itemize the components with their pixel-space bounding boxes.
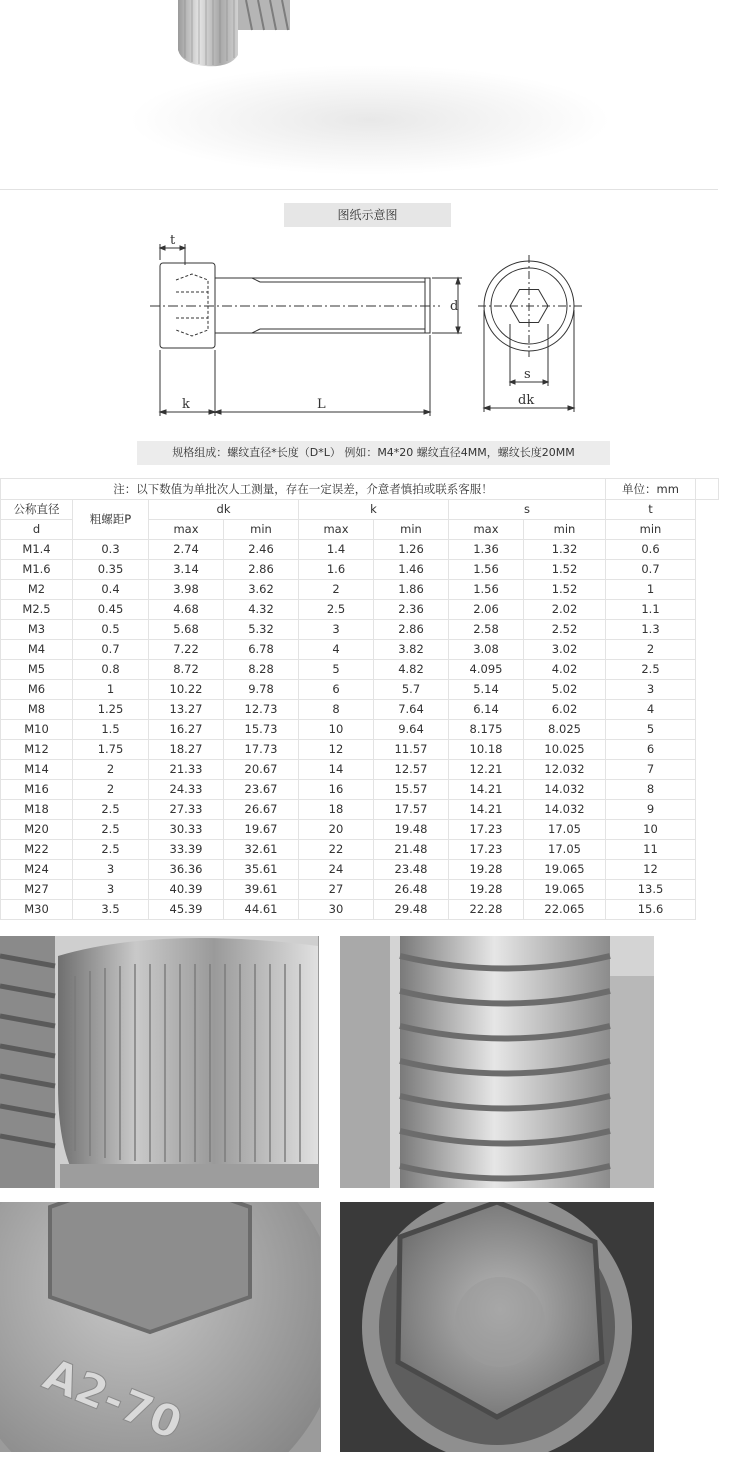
cell-k-min: 15.57 xyxy=(374,780,449,800)
cell-dk-min: 3.62 xyxy=(224,580,299,600)
table-row xyxy=(1,720,719,740)
cell-s-max: 1.56 xyxy=(449,580,524,600)
cell-s-max: 1.36 xyxy=(449,540,524,560)
cell-k-max: 2.5 xyxy=(299,600,374,620)
cell-k-min: 29.48 xyxy=(374,900,449,920)
cell-s-max: 2.58 xyxy=(449,620,524,640)
cell-k-max: 1.6 xyxy=(299,560,374,580)
header-pitch: 粗螺距P xyxy=(73,500,149,540)
cell-t-min: 7 xyxy=(606,760,696,780)
cell-k-max: 30 xyxy=(299,900,374,920)
cell-s-min: 3.02 xyxy=(524,640,606,660)
cell-pitch: 0.3 xyxy=(73,540,149,560)
table-row xyxy=(1,740,719,760)
cell-s-min: 17.05 xyxy=(524,820,606,840)
table-row xyxy=(1,640,719,660)
photo-knurled-head xyxy=(0,936,319,1188)
cell-s-min: 1.52 xyxy=(524,560,606,580)
cell-pitch: 1 xyxy=(73,680,149,700)
cell-dk-max: 40.39 xyxy=(149,880,224,900)
cell-nominal-d: M22 xyxy=(1,840,73,860)
cell-dk-max: 30.33 xyxy=(149,820,224,840)
cell-t-min: 10 xyxy=(606,820,696,840)
table-row xyxy=(1,680,719,700)
cell-nominal-d: M4 xyxy=(1,640,73,660)
cell-t-min: 2.5 xyxy=(606,660,696,680)
table-row xyxy=(1,760,719,780)
cell-dk-min: 12.73 xyxy=(224,700,299,720)
cell-s-min: 8.025 xyxy=(524,720,606,740)
header-k-max: max xyxy=(299,520,374,540)
cell-s-max: 14.21 xyxy=(449,780,524,800)
cell-t-min: 3 xyxy=(606,680,696,700)
header-k-min: min xyxy=(374,520,449,540)
cell-k-max: 12 xyxy=(299,740,374,760)
cell-dk-max: 3.14 xyxy=(149,560,224,580)
cell-k-max: 2 xyxy=(299,580,374,600)
cell-s-min: 14.032 xyxy=(524,780,606,800)
cell-dk-min: 17.73 xyxy=(224,740,299,760)
cell-s-min: 1.32 xyxy=(524,540,606,560)
cell-k-min: 1.26 xyxy=(374,540,449,560)
cell-dk-max: 33.39 xyxy=(149,840,224,860)
cell-s-max: 1.56 xyxy=(449,560,524,580)
cell-k-max: 5 xyxy=(299,660,374,680)
header-dk: dk xyxy=(149,500,299,520)
cell-nominal-d: M2 xyxy=(1,580,73,600)
cell-dk-max: 4.68 xyxy=(149,600,224,620)
cell-nominal-d: M2.5 xyxy=(1,600,73,620)
cell-k-min: 5.7 xyxy=(374,680,449,700)
cell-k-min: 3.82 xyxy=(374,640,449,660)
unit-label: 单位：mm xyxy=(606,479,696,500)
cell-k-max: 14 xyxy=(299,760,374,780)
table-row xyxy=(1,600,719,620)
cell-dk-max: 18.27 xyxy=(149,740,224,760)
photo-thread xyxy=(340,936,654,1188)
cell-k-min: 2.86 xyxy=(374,620,449,640)
cell-pitch: 2 xyxy=(73,760,149,780)
cell-pitch: 1.75 xyxy=(73,740,149,760)
cell-s-max: 10.18 xyxy=(449,740,524,760)
cell-k-max: 27 xyxy=(299,880,374,900)
header-s-max: max xyxy=(449,520,524,540)
label-k: k xyxy=(182,397,190,412)
table-row xyxy=(1,560,719,580)
cell-t-min: 9 xyxy=(606,800,696,820)
cell-dk-max: 27.33 xyxy=(149,800,224,820)
cell-nominal-d: M24 xyxy=(1,860,73,880)
cell-pitch: 0.5 xyxy=(73,620,149,640)
cell-s-max: 17.23 xyxy=(449,840,524,860)
cell-s-max: 22.28 xyxy=(449,900,524,920)
cell-t-min: 6 xyxy=(606,740,696,760)
cell-k-min: 26.48 xyxy=(374,880,449,900)
cell-nominal-d: M16 xyxy=(1,780,73,800)
cell-pitch: 2.5 xyxy=(73,820,149,840)
cell-k-max: 20 xyxy=(299,820,374,840)
cell-nominal-d: M6 xyxy=(1,680,73,700)
cell-dk-min: 5.32 xyxy=(224,620,299,640)
cell-t-min: 2 xyxy=(606,640,696,660)
cell-dk-min: 39.61 xyxy=(224,880,299,900)
cell-pitch: 0.35 xyxy=(73,560,149,580)
cell-k-max: 16 xyxy=(299,780,374,800)
cell-pitch: 3 xyxy=(73,860,149,880)
cell-dk-min: 35.61 xyxy=(224,860,299,880)
cell-t-min: 0.6 xyxy=(606,540,696,560)
cell-pitch: 3 xyxy=(73,880,149,900)
cell-dk-min: 4.32 xyxy=(224,600,299,620)
cell-dk-min: 44.61 xyxy=(224,900,299,920)
cell-dk-min: 19.67 xyxy=(224,820,299,840)
spec-rows xyxy=(1,540,719,920)
cell-s-max: 2.06 xyxy=(449,600,524,620)
label-t: t xyxy=(170,233,176,248)
cell-k-min: 9.64 xyxy=(374,720,449,740)
cell-pitch: 0.8 xyxy=(73,660,149,680)
cell-t-min: 4 xyxy=(606,700,696,720)
cell-dk-max: 13.27 xyxy=(149,700,224,720)
cell-s-min: 12.032 xyxy=(524,760,606,780)
header-s-min: min xyxy=(524,520,606,540)
cell-s-max: 19.28 xyxy=(449,880,524,900)
cell-nominal-d: M18 xyxy=(1,800,73,820)
cell-nominal-d: M10 xyxy=(1,720,73,740)
cell-dk-max: 3.98 xyxy=(149,580,224,600)
cell-nominal-d: M1.6 xyxy=(1,560,73,580)
cell-k-max: 6 xyxy=(299,680,374,700)
table-row xyxy=(1,580,719,600)
cell-s-max: 5.14 xyxy=(449,680,524,700)
cell-s-min: 2.52 xyxy=(524,620,606,640)
cell-s-max: 3.08 xyxy=(449,640,524,660)
cell-k-min: 7.64 xyxy=(374,700,449,720)
cell-dk-max: 8.72 xyxy=(149,660,224,680)
cell-nominal-d: M20 xyxy=(1,820,73,840)
cell-k-max: 10 xyxy=(299,720,374,740)
cell-t-min: 15.6 xyxy=(606,900,696,920)
cell-s-max: 14.21 xyxy=(449,800,524,820)
label-s: s xyxy=(524,367,531,382)
cell-dk-max: 10.22 xyxy=(149,680,224,700)
cell-dk-min: 2.86 xyxy=(224,560,299,580)
cell-pitch: 2.5 xyxy=(73,800,149,820)
cell-s-max: 17.23 xyxy=(449,820,524,840)
table-row xyxy=(1,880,719,900)
cell-dk-min: 20.67 xyxy=(224,760,299,780)
header-s: s xyxy=(449,500,606,520)
cell-t-min: 0.7 xyxy=(606,560,696,580)
cell-s-max: 19.28 xyxy=(449,860,524,880)
cell-nominal-d: M27 xyxy=(1,880,73,900)
cell-k-min: 23.48 xyxy=(374,860,449,880)
cell-nominal-d: M1.4 xyxy=(1,540,73,560)
table-row xyxy=(1,900,719,920)
cell-pitch: 1.5 xyxy=(73,720,149,740)
cell-dk-max: 21.33 xyxy=(149,760,224,780)
cell-t-min: 13.5 xyxy=(606,880,696,900)
cell-nominal-d: M5 xyxy=(1,660,73,680)
cell-nominal-d: M3 xyxy=(1,620,73,640)
cell-pitch: 0.7 xyxy=(73,640,149,660)
cell-dk-min: 8.28 xyxy=(224,660,299,680)
cell-dk-min: 15.73 xyxy=(224,720,299,740)
cell-dk-min: 32.61 xyxy=(224,840,299,860)
cell-dk-min: 2.46 xyxy=(224,540,299,560)
cell-k-min: 21.48 xyxy=(374,840,449,860)
table-row xyxy=(1,840,719,860)
cell-k-min: 1.46 xyxy=(374,560,449,580)
table-row xyxy=(1,860,719,880)
cell-k-max: 3 xyxy=(299,620,374,640)
cell-k-max: 22 xyxy=(299,840,374,860)
cell-pitch: 1.25 xyxy=(73,700,149,720)
cell-s-min: 6.02 xyxy=(524,700,606,720)
cell-s-min: 22.065 xyxy=(524,900,606,920)
table-row xyxy=(1,540,719,560)
stamp-text: A2-70 xyxy=(36,1348,189,1451)
cell-pitch: 0.4 xyxy=(73,580,149,600)
cell-pitch: 2.5 xyxy=(73,840,149,860)
table-row xyxy=(1,700,719,720)
cell-s-max: 6.14 xyxy=(449,700,524,720)
cell-s-min: 5.02 xyxy=(524,680,606,700)
hex-socket-hidden xyxy=(176,274,208,336)
photo-hex-socket xyxy=(340,1202,654,1452)
table-row xyxy=(1,660,719,680)
cell-k-max: 4 xyxy=(299,640,374,660)
cell-k-min: 19.48 xyxy=(374,820,449,840)
cell-k-min: 11.57 xyxy=(374,740,449,760)
label-L: L xyxy=(317,397,326,412)
cell-dk-min: 6.78 xyxy=(224,640,299,660)
cell-nominal-d: M12 xyxy=(1,740,73,760)
cell-k-max: 24 xyxy=(299,860,374,880)
cell-s-min: 2.02 xyxy=(524,600,606,620)
bolt-head-photo xyxy=(178,0,290,66)
cell-dk-min: 9.78 xyxy=(224,680,299,700)
cell-t-min: 12 xyxy=(606,860,696,880)
cell-pitch: 3.5 xyxy=(73,900,149,920)
cell-s-min: 4.02 xyxy=(524,660,606,680)
cell-k-min: 4.82 xyxy=(374,660,449,680)
table-row xyxy=(1,620,719,640)
header-dk-max: max xyxy=(149,520,224,540)
cell-dk-max: 2.74 xyxy=(149,540,224,560)
cell-t-min: 8 xyxy=(606,780,696,800)
cell-s-min: 14.032 xyxy=(524,800,606,820)
cell-s-max: 12.21 xyxy=(449,760,524,780)
cell-s-max: 8.175 xyxy=(449,720,524,740)
cell-dk-max: 16.27 xyxy=(149,720,224,740)
cell-nominal-d: M14 xyxy=(1,760,73,780)
cell-k-min: 17.57 xyxy=(374,800,449,820)
cell-dk-max: 7.22 xyxy=(149,640,224,660)
cell-t-min: 1.3 xyxy=(606,620,696,640)
cell-s-min: 17.05 xyxy=(524,840,606,860)
cell-nominal-d: M30 xyxy=(1,900,73,920)
cell-k-max: 8 xyxy=(299,700,374,720)
table-row xyxy=(1,820,719,840)
cell-t-min: 5 xyxy=(606,720,696,740)
label-d: d xyxy=(450,299,459,314)
cell-s-min: 1.52 xyxy=(524,580,606,600)
photo-stamped-head xyxy=(0,1202,321,1452)
table-row xyxy=(1,800,719,820)
table-row xyxy=(1,780,719,800)
cell-k-max: 18 xyxy=(299,800,374,820)
cell-pitch: 0.45 xyxy=(73,600,149,620)
cell-s-min: 19.065 xyxy=(524,860,606,880)
cell-t-min: 1.1 xyxy=(606,600,696,620)
spec-format-note: 规格组成：螺纹直径*长度（D*L） 例如：M4*20 螺纹直径4MM，螺纹长度20MM xyxy=(137,441,610,465)
cell-k-max: 1.4 xyxy=(299,540,374,560)
drawing-title: 图纸示意图 xyxy=(284,203,451,227)
cell-s-max: 4.095 xyxy=(449,660,524,680)
cell-s-min: 10.025 xyxy=(524,740,606,760)
cell-s-min: 19.065 xyxy=(524,880,606,900)
cell-k-min: 1.86 xyxy=(374,580,449,600)
header-d: d xyxy=(1,520,73,540)
product-photo-top xyxy=(0,0,750,188)
cell-dk-min: 26.67 xyxy=(224,800,299,820)
header-t: t xyxy=(606,500,696,520)
technical-drawing xyxy=(140,230,610,420)
header-k: k xyxy=(299,500,449,520)
cell-dk-max: 36.36 xyxy=(149,860,224,880)
cell-dk-max: 24.33 xyxy=(149,780,224,800)
cell-dk-min: 23.67 xyxy=(224,780,299,800)
header-dk-min: min xyxy=(224,520,299,540)
cell-k-min: 12.57 xyxy=(374,760,449,780)
header-nominal-diameter: 公称直径 xyxy=(1,500,73,520)
cell-pitch: 2 xyxy=(73,780,149,800)
header-t-min: min xyxy=(606,520,696,540)
measurement-note: 注：以下数值为单批次人工测量，存在一定误差，介意者慎拍或联系客服！ xyxy=(1,479,606,500)
section-divider xyxy=(0,189,718,190)
spec-table xyxy=(0,478,719,920)
cell-t-min: 11 xyxy=(606,840,696,860)
cell-k-min: 2.36 xyxy=(374,600,449,620)
cell-dk-max: 45.39 xyxy=(149,900,224,920)
cell-nominal-d: M8 xyxy=(1,700,73,720)
cell-dk-max: 5.68 xyxy=(149,620,224,640)
label-dk: dk xyxy=(518,393,535,408)
cell-t-min: 1 xyxy=(606,580,696,600)
